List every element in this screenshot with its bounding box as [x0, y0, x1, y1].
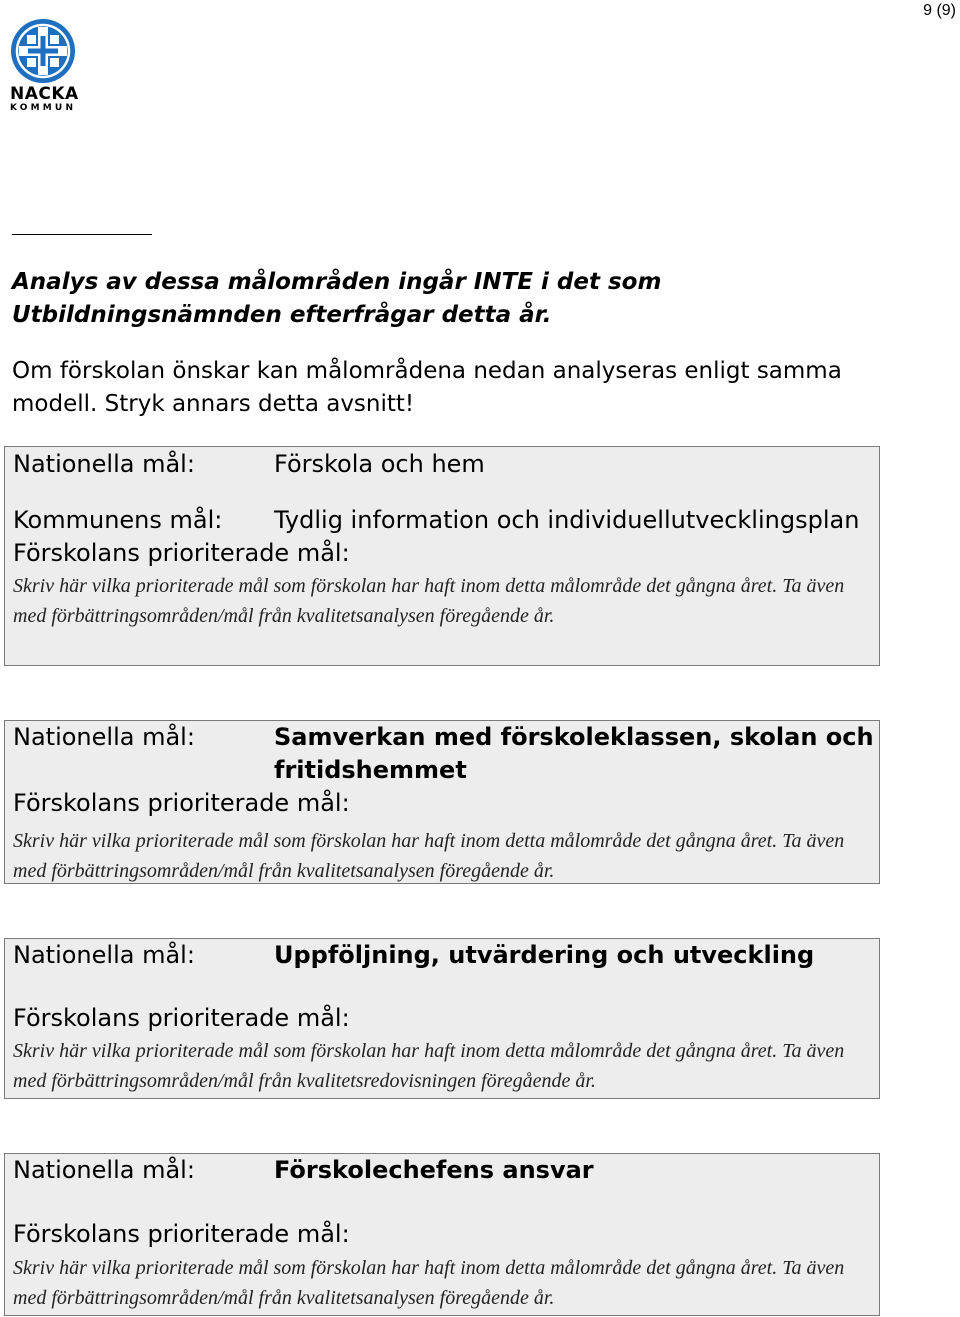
national-goal-value: Förskola och hem: [274, 450, 485, 478]
municipal-goal-row: [13, 504, 875, 537]
instruction-text: Om förskolan önskar kan målområdena nedan analyseras enligt samma modell. Stryk annars detta avsnitt!: [12, 358, 842, 417]
priority-goals-label: Förskolans prioriterade mål:: [13, 1004, 350, 1032]
priority-goals-label: Förskolans prioriterade mål:: [13, 539, 350, 567]
goal-section-4: [4, 1153, 880, 1316]
national-goal-label: Nationella mål:: [13, 1156, 195, 1184]
priority-goals-description: Skriv här vilka prioriterade mål som förskolan har haft inom detta målområde det gångna året. Ta även med förbättringsområden/mål från kvalitetsredovisningen föregående år.: [13, 1040, 845, 1092]
national-goal-row: [13, 1154, 875, 1187]
priority-goals-label: Förskolans prioriterade mål:: [13, 1220, 350, 1248]
nacka-crest-icon: [10, 18, 76, 84]
notice-text: Analys av dessa målområden ingår INTE i det som Utbildningsnämnden efterfrågar detta år.: [12, 269, 662, 328]
logo-name: NACKA: [10, 84, 79, 104]
goal-section-2: [4, 720, 880, 884]
national-goal-label: Nationella mål:: [13, 723, 195, 751]
logo-subtitle: KOMMUN: [10, 103, 77, 113]
municipal-goal-value: Tydlig information och individuellutvecklingsplan: [274, 506, 860, 534]
goal-section-1: [4, 446, 880, 666]
priority-goals-label: Förskolans prioriterade mål:: [13, 789, 350, 817]
page-number: 9 (9): [923, 2, 956, 19]
divider: [12, 234, 152, 235]
national-goal-value: Förskolechefens ansvar: [274, 1156, 594, 1184]
national-goal-row: [13, 939, 875, 972]
nacka-logo: [10, 18, 82, 113]
priority-goals-description: Skriv här vilka prioriterade mål som förskolan har haft inom detta målområde det gångna året. Ta även med förbättringsområden/mål från kvalitetsanalysen föregående år.: [13, 575, 845, 627]
goal-section-3: [4, 938, 880, 1099]
priority-goals-description: Skriv här vilka prioriterade mål som förskolan har haft inom detta målområde det gångna året. Ta även med förbättringsområden/mål från kvalitetsanalysen föregående år.: [13, 830, 845, 882]
national-goal-row: [13, 448, 875, 481]
national-goal-label: Nationella mål:: [13, 941, 195, 969]
national-goal-value: Uppföljning, utvärdering och utveckling: [274, 941, 815, 969]
national-goal-label: Nationella mål:: [13, 450, 195, 478]
national-goal-row: [13, 721, 875, 787]
priority-goals-description: Skriv här vilka prioriterade mål som förskolan har haft inom detta målområde det gångna året. Ta även med förbättringsområden/mål från kvalitetsanalysen föregående år.: [13, 1257, 845, 1309]
national-goal-value: Samverkan med förskoleklassen, skolan och fritidshemmet: [274, 723, 874, 784]
municipal-goal-label: Kommunens mål:: [13, 506, 223, 534]
